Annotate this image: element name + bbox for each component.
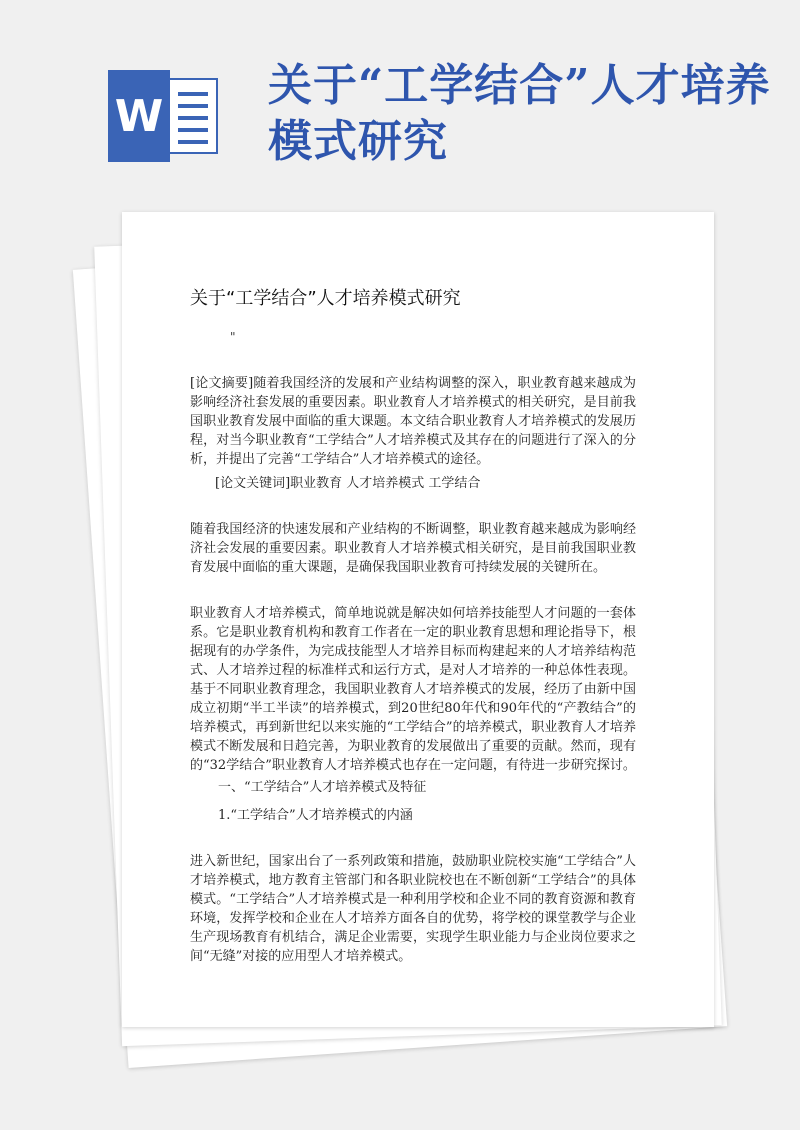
intro-paragraph: 随着我国经济的快速发展和产业结构的不断调整，职业教育越来越成为影响经济社会发展的重要因素。职业教育人才培养模式相关研究，是目前我国职业教育发展中面临的重大课题，是确保我国职业教育可持续发展的关键所在。 [190,522,636,575]
section-heading: 一、“工学结合”人才培养模式及特征 [218,780,427,795]
body-paragraph: 职业教育人才培养模式，简单地说就是解决如何培养技能型人才问题的一套体系。它是职业教育机构和教育工作者在一定的职业教育思想和理论指导下，根据现有的办学条件，为完成技能型人才培养目标而构建起来的人才培养结构范式、人才培养过程的标准样式和运行方式，是对人才培养的一种总体性表现。基于不同职业教育理念，我国职业教育人才培养模式的发展，经历了由新中国成立初期“半工半读”的培养模式，到20世纪80年代和90年代的“产教结合”的培养模式，再到新世纪以来实施的“工学结合”的培养模式，职业教育人才培养模式不断发展和日趋完善，为职业教育的发展做出了重要的贡献。然而，现有的“32学结合”职业教育人才培养模式也存在一定问题，有待进一步研究探讨。 [190,606,636,773]
word-letter-badge: W [108,70,170,162]
page-title: 关于“工学结合”人才培养模式研究 [268,60,771,167]
body-paragraph: 进入新世纪，国家出台了一系列政策和措施，鼓励职业院校实施“工学结合”人才培养模式，地方教育主管部门和各职业院校也在不断创新“工学结合”的具体模式。“工学结合”人才培养模式是一种利用学校和企业不同的教育资源和教育环境，发挥学校和企业在人才培养方面各自的优势，将学校的课堂教学与企业生产现场教育有机结合，满足企业需要，实现学生职业能力与企业岗位要求之间“无缝”对接的应用型人才培养模式。 [190,854,636,964]
document-title: 关于“工学结合”人才培养模式研究 [190,288,461,309]
word-document-icon [108,70,220,162]
subsection-heading: 1.“工学结合”人才培养模式的内涵 [218,808,413,823]
abstract-paragraph: [论文摘要]随着我国经济的发展和产业结构调整的深入，职业教育越来越成为影响经济社套发展的重要因素。职业教育人才培养模式的相关研究，是目前我国职业教育发展中面临的重大课题。本文结合职业教育人才培养模式的发展历程，对当今职业教育“工学结合”人才培养模式及其存在的问题进行了深入的分析，并提出了完善“工学结合”人才培养模式的途径。 [190,376,636,467]
quote-mark: " [230,330,236,344]
keywords-line: [论文关键词]职业教育 人才培养模式 工学结合 [215,476,481,491]
header-banner [0,0,800,205]
